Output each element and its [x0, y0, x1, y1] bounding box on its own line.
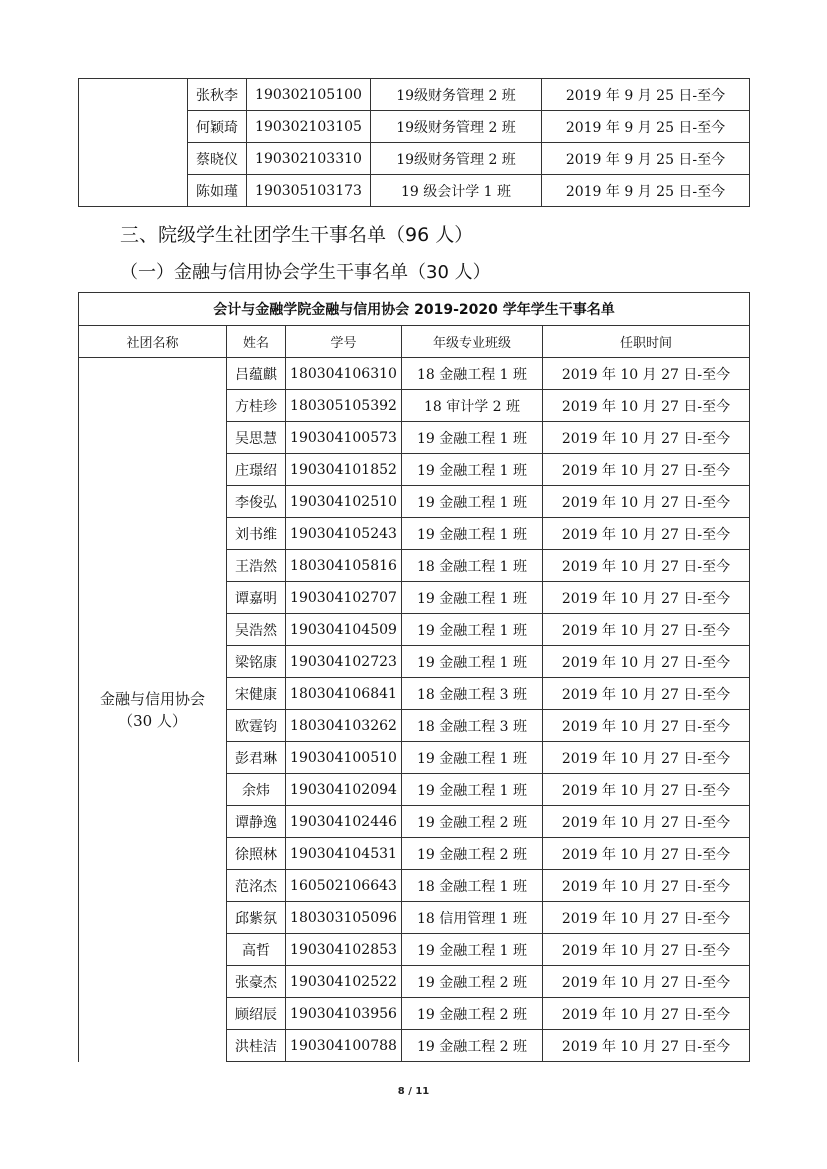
cell-term: 2019 年 9 月 25 日-至今 — [542, 175, 750, 207]
cell-id: 190302105100 — [247, 79, 371, 111]
page-number: 8 — [397, 1086, 405, 1097]
page-total: 11 — [415, 1086, 430, 1097]
previous-roster-table — [78, 78, 750, 207]
cell-id: 190304102510 — [286, 486, 402, 518]
cell-class: 18 信用管理 1 班 — [402, 902, 543, 934]
table-row — [79, 79, 750, 111]
cell-term: 2019 年 10 月 27 日-至今 — [543, 550, 750, 582]
header-name: 姓名 — [227, 326, 286, 358]
cell-term: 2019 年 10 月 27 日-至今 — [543, 870, 750, 902]
cell-term: 2019 年 10 月 27 日-至今 — [543, 678, 750, 710]
cell-name: 范洺杰 — [227, 870, 286, 902]
club-name-cell — [79, 358, 227, 1062]
cell-id: 190305103173 — [247, 175, 371, 207]
cell-id: 190304102446 — [286, 806, 402, 838]
cell-class: 19 金融工程 1 班 — [402, 742, 543, 774]
cell-term: 2019 年 10 月 27 日-至今 — [543, 902, 750, 934]
cell-id: 180304103262 — [286, 710, 402, 742]
cell-class: 19 金融工程 1 班 — [402, 934, 543, 966]
cell-id: 190304100510 — [286, 742, 402, 774]
cell-term: 2019 年 9 月 25 日-至今 — [542, 111, 750, 143]
cell-id: 190302103310 — [247, 143, 371, 175]
cell-name: 陈如瑾 — [188, 175, 247, 207]
cell-name: 吕蕴麒 — [227, 358, 286, 390]
cell-term: 2019 年 10 月 27 日-至今 — [543, 742, 750, 774]
cell-name: 徐照林 — [227, 838, 286, 870]
cell-name: 庄璟绍 — [227, 454, 286, 486]
cell-class: 19 金融工程 2 班 — [402, 1030, 543, 1062]
cell-term: 2019 年 10 月 27 日-至今 — [543, 390, 750, 422]
cell-name: 欧霆钧 — [227, 710, 286, 742]
header-club: 社团名称 — [79, 326, 227, 358]
cell-name: 张秋李 — [188, 79, 247, 111]
cell-term: 2019 年 10 月 27 日-至今 — [543, 998, 750, 1030]
cell-id: 190304104509 — [286, 614, 402, 646]
cell-class: 18 金融工程 1 班 — [402, 358, 543, 390]
cell-class: 19级财务管理 2 班 — [371, 79, 542, 111]
club-roster-body — [79, 293, 750, 1062]
cell-id: 180304106310 — [286, 358, 402, 390]
cell-class: 19 金融工程 1 班 — [402, 614, 543, 646]
previous-roster-body — [79, 79, 750, 207]
cell-class: 19 金融工程 2 班 — [402, 838, 543, 870]
cell-name: 王浩然 — [227, 550, 286, 582]
cell-name: 吴思慧 — [227, 422, 286, 454]
cell-id: 190304102707 — [286, 582, 402, 614]
cell-term: 2019 年 10 月 27 日-至今 — [543, 422, 750, 454]
cell-id: 190304103956 — [286, 998, 402, 1030]
cell-name: 方桂珍 — [227, 390, 286, 422]
cell-name: 谭静逸 — [227, 806, 286, 838]
subsection-heading: （一）金融与信用协会学生干事名单（30 人） — [120, 262, 491, 283]
table-title: 会计与金融学院金融与信用协会 2019-2020 学年学生干事名单 — [79, 293, 750, 326]
cell-id: 180305105392 — [286, 390, 402, 422]
cell-term: 2019 年 10 月 27 日-至今 — [543, 614, 750, 646]
cell-name: 谭嘉明 — [227, 582, 286, 614]
cell-name: 彭君琳 — [227, 742, 286, 774]
cell-term: 2019 年 10 月 27 日-至今 — [543, 646, 750, 678]
cell-name: 洪桂洁 — [227, 1030, 286, 1062]
cell-name: 刘书维 — [227, 518, 286, 550]
cell-id: 180304105816 — [286, 550, 402, 582]
cell-class: 19 金融工程 1 班 — [402, 422, 543, 454]
cell-term: 2019 年 10 月 27 日-至今 — [543, 358, 750, 390]
cell-class: 19 金融工程 2 班 — [402, 966, 543, 998]
cell-term: 2019 年 9 月 25 日-至今 — [542, 143, 750, 175]
cell-name: 何颖琦 — [188, 111, 247, 143]
cell-term: 2019 年 10 月 27 日-至今 — [543, 934, 750, 966]
cell-id: 180304106841 — [286, 678, 402, 710]
cell-id: 190304102853 — [286, 934, 402, 966]
cell-term: 2019 年 10 月 27 日-至今 — [543, 518, 750, 550]
cell-term: 2019 年 10 月 27 日-至今 — [543, 838, 750, 870]
cell-class: 19 金融工程 2 班 — [402, 998, 543, 1030]
cell-name: 蔡晓仪 — [188, 143, 247, 175]
cell-term: 2019 年 10 月 27 日-至今 — [543, 582, 750, 614]
cell-id: 190302103105 — [247, 111, 371, 143]
header-term: 任职时间 — [543, 326, 750, 358]
cell-name: 张豪杰 — [227, 966, 286, 998]
cell-name: 宋健康 — [227, 678, 286, 710]
cell-id: 160502106643 — [286, 870, 402, 902]
cell-name: 梁铭康 — [227, 646, 286, 678]
cell-name: 高哲 — [227, 934, 286, 966]
cell-id: 190304104531 — [286, 838, 402, 870]
cell-class: 19 金融工程 1 班 — [402, 582, 543, 614]
cell-id: 190304102094 — [286, 774, 402, 806]
cell-class: 18 金融工程 3 班 — [402, 678, 543, 710]
cell-class: 19 金融工程 1 班 — [402, 518, 543, 550]
cell-term: 2019 年 10 月 27 日-至今 — [543, 1030, 750, 1062]
cell-class: 19 金融工程 1 班 — [402, 454, 543, 486]
cell-class: 19 金融工程 1 班 — [402, 486, 543, 518]
cell-class: 18 金融工程 3 班 — [402, 710, 543, 742]
cell-id: 190304105243 — [286, 518, 402, 550]
club-member-count: （30 人） — [118, 711, 187, 730]
cell-class: 19级财务管理 2 班 — [371, 111, 542, 143]
club-roster-table — [78, 292, 750, 1062]
cell-term: 2019 年 10 月 27 日-至今 — [543, 966, 750, 998]
cell-id: 180303105096 — [286, 902, 402, 934]
header-class: 年级专业班级 — [402, 326, 543, 358]
club-name: 金融与信用协会 — [99, 689, 205, 708]
cell-id: 190304100573 — [286, 422, 402, 454]
cell-class: 19级财务管理 2 班 — [371, 143, 542, 175]
cell-term: 2019 年 9 月 25 日-至今 — [542, 79, 750, 111]
cell-name: 邱紫氛 — [227, 902, 286, 934]
cell-class: 18 金融工程 1 班 — [402, 550, 543, 582]
page-separator: / — [408, 1086, 412, 1097]
cell-term: 2019 年 10 月 27 日-至今 — [543, 486, 750, 518]
cell-class: 19 金融工程 2 班 — [402, 806, 543, 838]
section-heading: 三、院级学生社团学生干事名单（96 人） — [120, 224, 474, 246]
cell-term: 2019 年 10 月 27 日-至今 — [543, 454, 750, 486]
club-cell-continued — [79, 79, 188, 207]
cell-id: 190304102723 — [286, 646, 402, 678]
cell-term: 2019 年 10 月 27 日-至今 — [543, 774, 750, 806]
page-footer — [0, 1086, 827, 1097]
header-id: 学号 — [286, 326, 402, 358]
cell-class: 18 审计学 2 班 — [402, 390, 543, 422]
cell-class: 19 金融工程 1 班 — [402, 646, 543, 678]
table-header-row — [79, 326, 750, 358]
cell-name: 李俊弘 — [227, 486, 286, 518]
table-row — [79, 358, 750, 390]
table-title-row — [79, 293, 750, 326]
cell-id: 190304102522 — [286, 966, 402, 998]
cell-name: 顾绍辰 — [227, 998, 286, 1030]
cell-id: 190304101852 — [286, 454, 402, 486]
cell-name: 余炜 — [227, 774, 286, 806]
cell-id: 190304100788 — [286, 1030, 402, 1062]
cell-term: 2019 年 10 月 27 日-至今 — [543, 806, 750, 838]
cell-term: 2019 年 10 月 27 日-至今 — [543, 710, 750, 742]
cell-class: 19 级会计学 1 班 — [371, 175, 542, 207]
cell-name: 吴浩然 — [227, 614, 286, 646]
cell-class: 19 金融工程 1 班 — [402, 774, 543, 806]
cell-class: 18 金融工程 1 班 — [402, 870, 543, 902]
